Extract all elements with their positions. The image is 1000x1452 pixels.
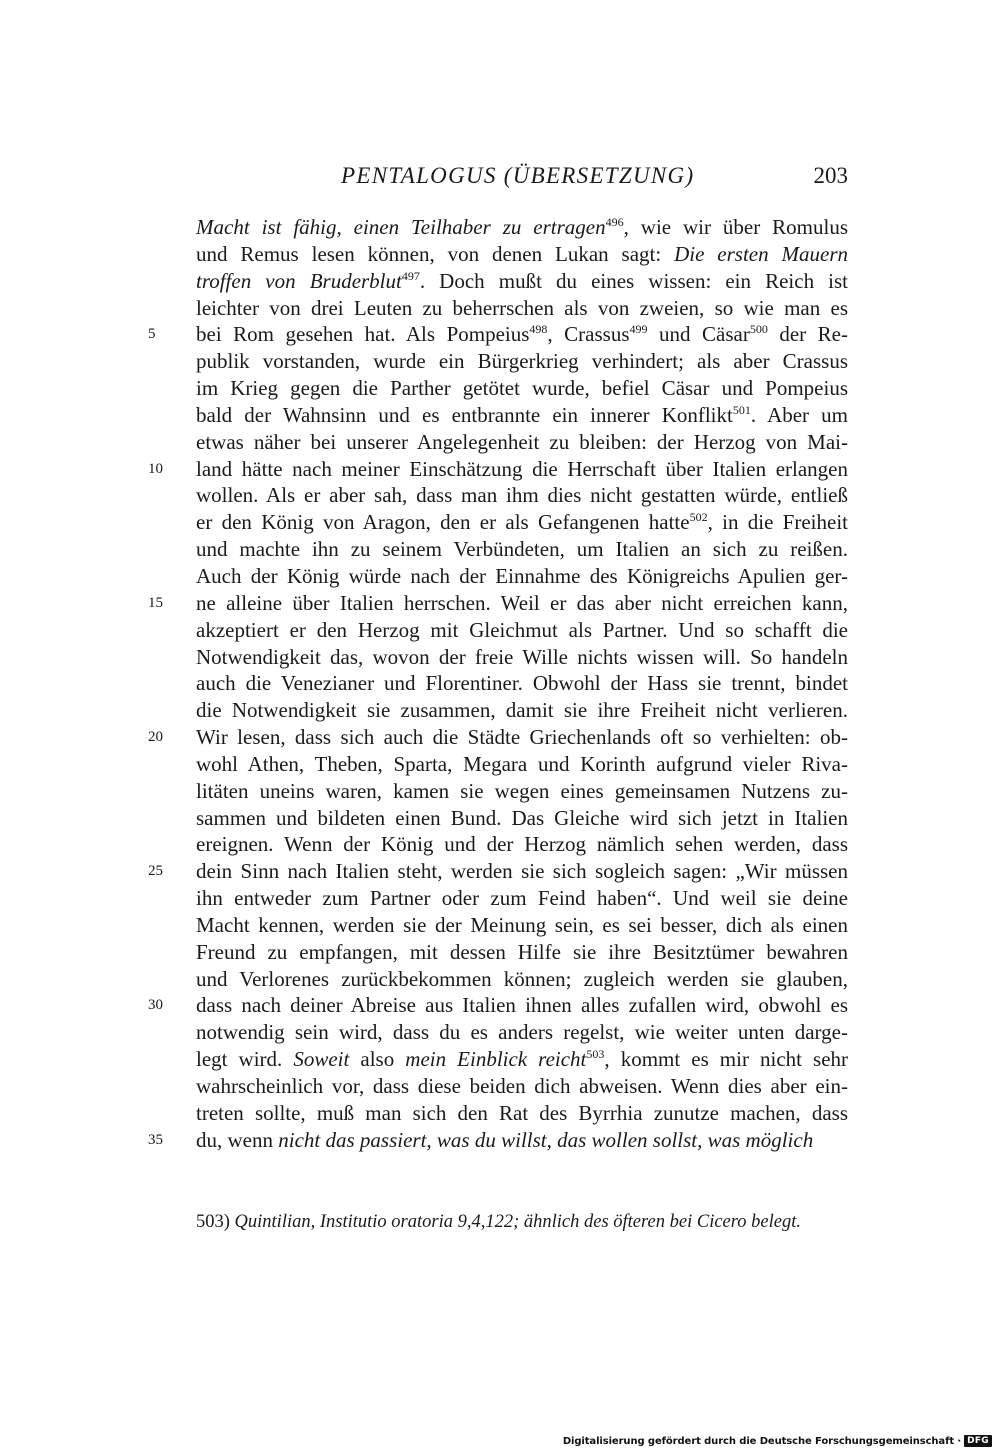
text-segment: er den König von Aragon, den er als Gefangenen hatte [196,510,690,535]
body-text [148,214,849,1154]
italic-text: Die ersten Mauern [674,241,848,266]
footnote-reference: 500 [749,322,768,337]
text-segment: auch die Venezianer und Florentiner. Obwohl der Hass sie trennt, bindet [196,671,848,696]
text-line [196,402,848,429]
footnote-reference: 499 [629,322,648,337]
running-head-title: PENTALOGUS (ÜBERSETZUNG) [341,163,695,188]
text-line [148,724,848,751]
text-segment: treten sollte, muß man sich den Rat des Byrrhia zunutze machen, dass [196,1100,848,1125]
text-line [196,1100,848,1127]
text-segment: Wir lesen, dass sich auch die Städte Griechenlands oft so verhielten: ob- [196,725,848,750]
text-line [196,214,848,241]
line-number: 10 [148,460,163,477]
text-segment: , kommt es mir nicht sehr [604,1047,849,1072]
text-segment: ihn entweder zum Partner oder zum Feind haben“. Und weil sie deine [196,886,848,911]
text-segment: die Notwendigkeit sie zusammen, damit sie ihre Freiheit nicht verlieren. [196,698,848,723]
text-segment: du, wenn [196,1127,279,1152]
text-line [148,992,848,1019]
text-segment: akzeptiert er den Herzog mit Gleichmut als Partner. Und so schafft die [196,617,848,642]
text-line [196,429,848,456]
text-line [196,241,848,268]
text-line [196,482,848,509]
footnote-reference: 501 [732,402,751,417]
text-line [196,617,848,644]
text-segment: und Remus lesen können, von denen Lukan sagt: [196,241,675,266]
text-segment: land hätte nach meiner Einschätzung die Herrschaft über Italien erlangen [196,456,848,481]
italic-text: nicht das passiert, was du willst, das wollen sollst, was möglich [278,1127,814,1152]
text-line [196,348,848,375]
text-line [196,1046,848,1073]
footnote-reference: 496 [605,215,624,229]
running-head [196,163,848,195]
digitization-credit [563,1433,992,1449]
text-segment: bei Rom gesehen hat. Als Pompeius [196,322,530,347]
text-segment: , wie wir über Romulus [623,215,848,239]
text-line [148,321,848,348]
credit-text: Digitalisierung gefördert durch die Deutsche Forschungsgemeinschaft · [562,1435,962,1447]
text-segment: litäten uneins waren, kamen sie wegen eines gemeinsamen Nutzens zu- [196,778,848,803]
text-line [196,939,848,966]
text-line [196,1073,848,1100]
text-line [196,697,848,724]
line-number: 15 [148,594,163,611]
text-line [196,295,848,322]
text-segment: also [349,1047,406,1072]
footnote-reference: 503 [586,1047,605,1062]
text-segment: bald der Wahnsinn und es entbrannte ein innerer Konflikt [196,402,733,427]
text-line [196,644,848,671]
text-segment: Notwendigkeit das, wovon der freie Wille nichts wissen will. So handeln [196,644,848,669]
italic-text: Macht ist fähig, einen Teilhaber zu ertragen [196,215,606,239]
line-number: 5 [148,326,156,343]
line-number: 20 [148,729,163,746]
text-line [196,268,848,295]
text-segment: der Re- [767,322,848,347]
text-line [196,509,848,536]
dfg-logo: DFG [964,1435,992,1447]
text-segment: im Krieg gegen die Parther getötet wurde, befiel Cäsar und Pompeius [196,376,848,401]
text-segment: leichter von drei Leuten zu beherrschen als von zweien, so wie man es [196,295,848,320]
text-segment: wohl Athen, Theben, Sparta, Megara und Korinth aufgrund vieler Riva- [196,751,848,776]
text-line [196,670,848,697]
text-line [196,805,848,832]
italic-text: Soweit [293,1047,350,1072]
text-line [148,858,848,885]
text-line [148,590,848,617]
footnote-text: Quintilian, Institutio oratoria 9,4,122; ähnlich des öfteren bei Cicero belegt. [234,1212,801,1232]
text-line [196,563,848,590]
text-line [196,966,848,993]
footnote-reference: 497 [401,268,420,283]
text-line [196,912,848,939]
text-line [148,1127,848,1154]
text-line [196,536,848,563]
text-line [196,751,848,778]
text-segment: , Crassus [547,322,630,347]
text-segment: und Verlorenes zurückbekommen können; zugleich werden sie glauben, [196,966,848,991]
text-segment: legt wird. [196,1047,294,1072]
text-segment: ne alleine über Italien herrschen. Weil er das aber nicht erreichen kann, [196,590,848,615]
text-segment: und Cäsar [647,322,750,347]
footnote-reference: 502 [689,510,708,525]
text-segment: . Doch mußt du eines wissen: ein Reich ist [419,268,848,293]
footnote-reference: 498 [529,322,548,337]
text-segment: etwas näher bei unserer Angelegenheit zu bleiben: der Herzog von Mai- [196,429,848,454]
footnote-marker: 503) [196,1212,230,1232]
line-number: 35 [148,1131,163,1148]
text-segment: Auch der König würde nach der Einnahme des Königreichs Apulien ger- [196,563,848,588]
text-segment: wahrscheinlich vor, dass diese beiden dich abweisen. Wenn dies aber ein- [196,1074,848,1098]
text-line [196,1019,848,1046]
text-line [148,456,848,483]
page-number: 203 [813,163,848,188]
italic-text: troffen von Bruderblut [196,268,402,293]
text-segment: notwendig sein wird, dass du es anders regelst, wie weiter unten darge- [196,1020,848,1045]
text-segment: . Aber um [750,402,848,427]
text-segment: publik vorstanden, wurde ein Bürgerkrieg verhindert; als aber Crassus [196,349,848,374]
text-segment: Macht kennen, werden sie der Meinung sein, es sei besser, dich als einen [196,912,848,937]
line-number: 30 [148,997,163,1014]
line-number: 25 [148,863,163,880]
text-segment: Freund zu empfangen, mit dessen Hilfe sie ihre Besitztümer bewahren [196,939,848,964]
text-segment: sammen und bildeten einen Bund. Das Gleiche wird sich jetzt in Italien [196,805,848,830]
italic-text: mein Einblick reicht [405,1047,587,1072]
text-line [196,831,848,858]
text-segment: und machte ihn zu seinem Verbündeten, um Italien an sich zu reißen. [196,537,848,562]
footnote [196,1212,876,1233]
text-line [196,778,848,805]
text-line [196,885,848,912]
text-segment: dass nach deiner Abreise aus Italien ihnen alles zufallen wird, obwohl es [196,993,848,1018]
text-line [196,375,848,402]
text-segment: dein Sinn nach Italien steht, werden sie sich sogleich sagen: „Wir müssen [196,859,848,884]
text-segment: , in die Freiheit [707,510,848,535]
text-segment: wollen. Als er aber sah, dass man ihm dies nicht gestatten würde, entließ [196,483,848,508]
text-segment: ereignen. Wenn der König und der Herzog nämlich sehen werden, dass [196,832,848,857]
